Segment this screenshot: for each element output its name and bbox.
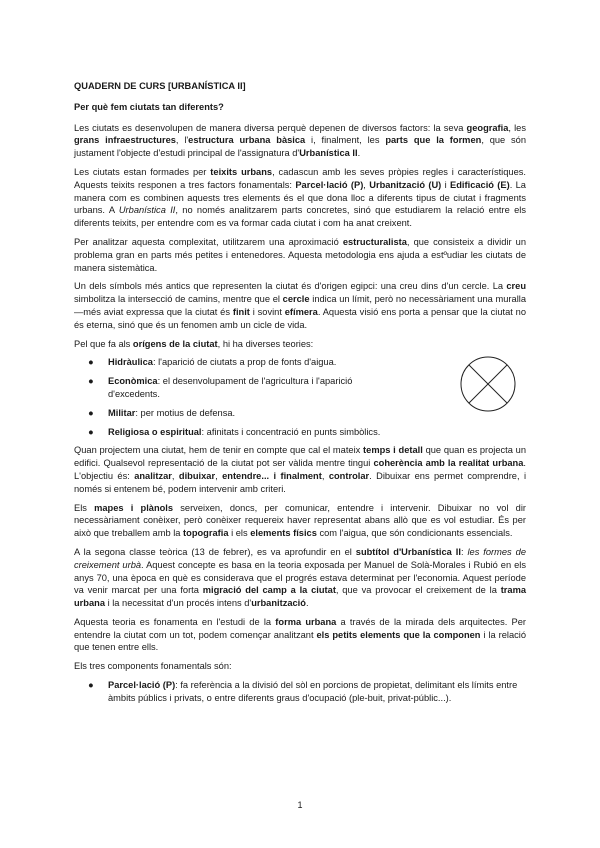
document-title: QUADERN DE CURS [URBANÍSTICA II] [74,81,246,91]
paragraph-teixits: Les ciutats estan formades per teixits urbans, cadascun amb les seves pròpies regles i característiques. Aquests teixits responen a tres factors fonamentals: Parcel·lació (P), Urbanització (U) i Edificació (E). La manera com es combinen aquests tres elements és el que dona lloc a diferents tipus de ciutat i fragments urbans. A Urbanística II, no només analitzarem parts concretes, sinó que estudiarem la relació entre els diferents teixits, per entendre com es va formar cada ciutat i com ha anat creixent. [74,166,526,229]
bullet-icon: ● [88,680,94,691]
paragraph-estructuralista: Per analitzar aquesta complexitat, utilitzarem una aproximació estructuralista, que consisteix a dividir un problema gran en parts més petites i entenedores. Aquesta metodologia ens ajuda a estºudiar les ciutats de manera sistemàtica. [74,236,526,273]
paragraph-projectar: Quan projectem una ciutat, hem de tenir en compte que cal el mateix temps i detall que quan es projecta un edifici. Qualsevol representació de la ciutat pot ser vàlida mentre tingui coherència amb la realitat urbana. L'objectiu és: analitzar, dibuixar, entendre... i finalment, controlar. Dibuixar ens permet comprendre, i només si entenem bé, podem intervenir amb criteri. [74,445,527,494]
paragraph-simbol: Un dels símbols més antics que representen la ciutat és d'origen egipci: una creu dins d'un cercle. La creu simbolitza la intersecció de camins, mentre que el cercle indica un límit, però no necessàriament una muralla —més aviat expressa que la ciutat és finit i sovint efímera. Aquesta visió ens porta a pensar que la ciutat no és eterna, sinó que és un fenomen amb un cicle de vida. [74,281,527,330]
components-list [74,679,526,705]
cross-in-circle-icon [458,354,518,414]
bullet-icon: ● [88,376,94,387]
list-item: ● Hidràulica: l'aparició de ciutats a prop de fonts d'aigua. [88,357,337,368]
bullet-icon: ● [88,407,94,418]
bullet-icon: ● [88,357,94,368]
section-question: Per què fem ciutats tan diferents? [74,101,224,112]
list-item: ● Religiosa o espiritual: afinitats i concentració en punts simbòlics. [88,426,381,437]
paragraph-components-intro: Els tres components fonamentals són: [74,661,232,672]
paragraph-factors: Les ciutats es desenvolupen de manera diversa perquè depenen de diversos factors: la seva geografia, les grans infraestructures, l'estructura urbana bàsica i, finalment, les parts que la formen, que són justament l'objecte d'estudi principal de l'assignatura d'Urbanística II. [74,122,527,159]
bullet-icon: ● [88,426,94,437]
theories-list [74,356,404,438]
list-item: ● Parcel·lació (P): fa referència a la divisió del sòl en porcions de propietat, delimitant els límits entre àmbits públics i privats, o entre diferents graus d'ocupació (ple-buit, privat-públic...). [88,680,518,703]
list-item: ● Econòmica: el desenvolupament de l'agricultura i l'aparició d'excedents. [88,376,353,399]
theories-block [74,356,526,438]
paragraph-segona-classe: A la segona classe teòrica (13 de febrer), es va aprofundir en el subtítol d'Urbanística II: les formes de creixement urbà. Aquest concepte es basa en la teoria exposada per Manuel de Solà-Morales i Rubió en els anys 70, una època en què es considerava que el progrés estava determinat per l'economia. Aquest període va venir marcat per una forta migració del camp a la ciutat, que va provocar el creixement de la trama urbana i la necessitat d'un procés intens d'urbanització. [74,546,527,609]
list-item: ● Militar: per motius de defensa. [88,407,236,418]
document-page [74,80,526,711]
paragraph-origens: Pel que fa als orígens de la ciutat, hi ha diverses teories: [74,338,314,349]
page-number: 1 [297,800,303,810]
paragraph-forma-urbana: Aquesta teoria es fonamenta en l'estudi de la forma urbana a través de la mirada dels arquitectes. Per entendre la ciutat com un tot, podem començar analitzant els petits elements que la componen i la relació que tenen entre ells. [74,616,527,653]
paragraph-mapes: Els mapes i plànols serveixen, doncs, per comunicar, entendre i intervenir. Dibuixar no vol dir necessàriament conèixer, però conèixer requereix haver representat abans allò que es vol estudiar. És per això que treballem amb la topografia i els elements físics com l'aigua, que són condicionants essencials. [74,502,527,539]
